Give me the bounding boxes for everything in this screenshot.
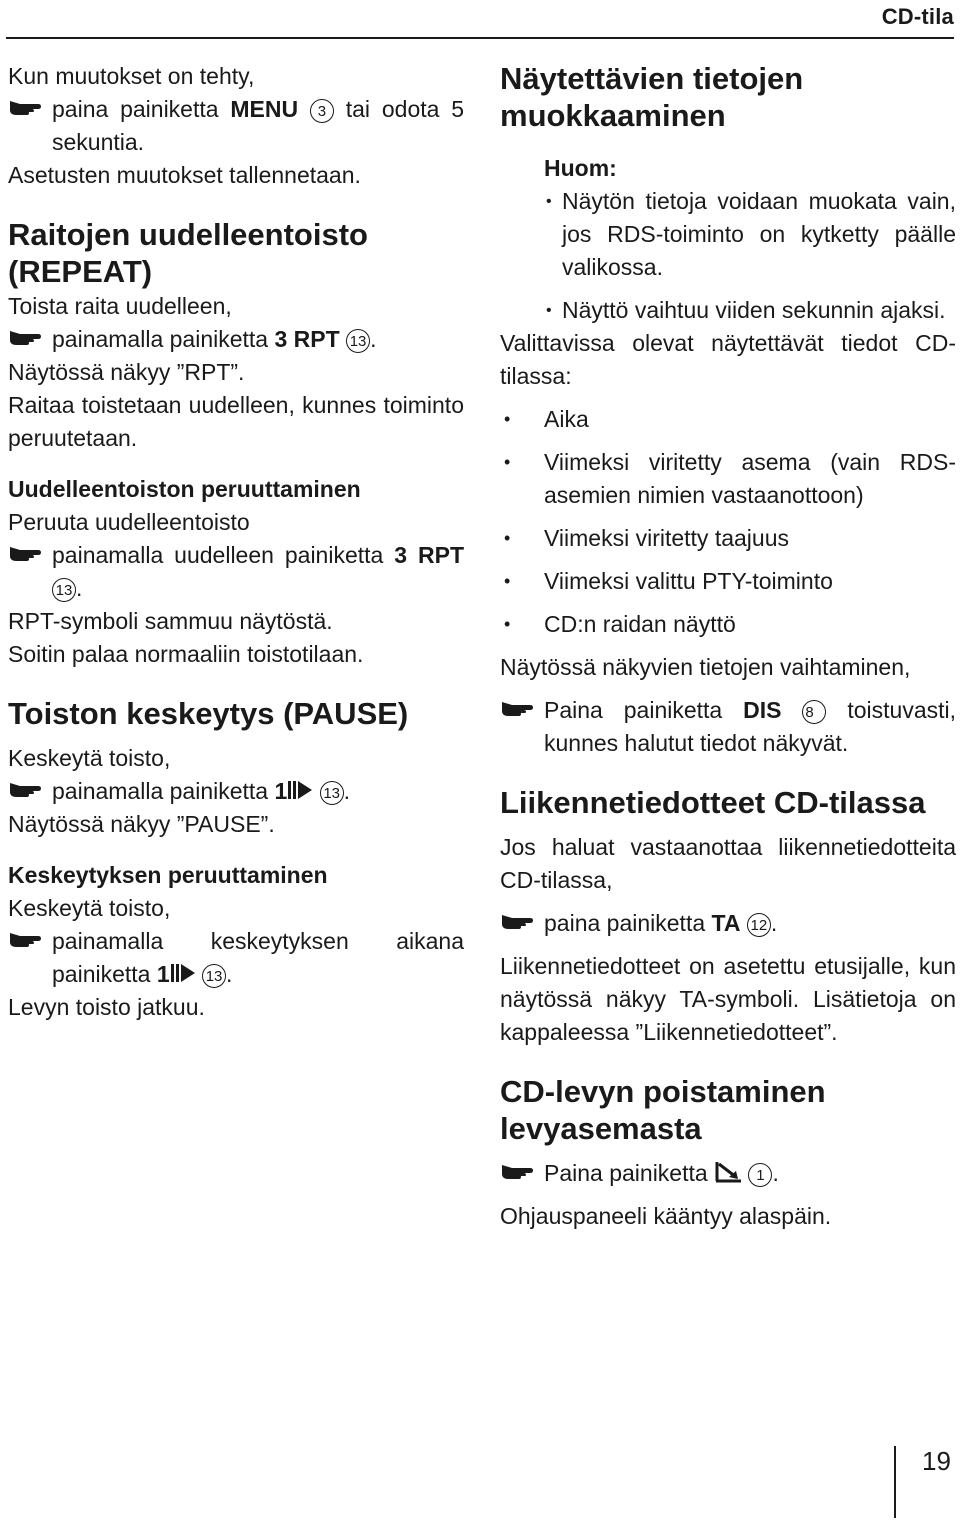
play-pause-icon (170, 962, 196, 984)
button-name: 1 (156, 961, 170, 987)
instruction-step: paina painiketta MENU 3 tai odota 5 sekuntia. (8, 93, 464, 159)
callout-number: 3 (310, 99, 334, 123)
note-item: • Näytön tietoja voidaan muokata vain, jos RDS-toiminto on kytketty päälle valikossa. (544, 185, 956, 284)
right-column (500, 60, 956, 1233)
section-heading: Raitojen uudelleentoisto (REPEAT) (8, 217, 368, 289)
paragraph: Näytössä näkyvien tietojen vaihtaminen, (500, 654, 911, 680)
list-item: • Viimeksi viritetty asema (vain RDS-asemien nimien vastaanottoon) (500, 446, 956, 512)
paragraph: Kun muutokset on tehty, (8, 63, 255, 89)
list-item: • Aika (500, 403, 956, 436)
section-heading: CD-levyn poistaminen levyasemasta (500, 1074, 826, 1146)
left-column (8, 60, 464, 1024)
paragraph: Soitin palaa normaaliin toistotilaan. (8, 641, 364, 667)
page-number: 19 (922, 1446, 951, 1476)
callout-number: 13 (346, 329, 370, 353)
pointing-hand-icon (8, 777, 42, 801)
paragraph: Levyn toisto jatkuu. (8, 994, 205, 1020)
subsection-heading: Uudelleentoiston peruuttaminen (8, 476, 361, 502)
play-pause-icon (287, 779, 313, 801)
page-header-title: CD-tila (881, 4, 954, 29)
paragraph: Keskeytä toisto, (8, 745, 171, 771)
button-name: 3 RPT (394, 542, 464, 568)
subsection-heading: Keskeytyksen peruuttaminen (8, 862, 328, 888)
flip-panel-icon (714, 1160, 742, 1184)
pointing-hand-icon (8, 95, 42, 119)
paragraph: Näytössä näkyy ”PAUSE”. (8, 811, 275, 837)
instruction-step: painamalla painiketta 1 13 . (8, 775, 464, 808)
paragraph: Jos haluat vastaanottaa liikennetiedotteita CD-tilassa, (500, 834, 956, 893)
paragraph: RPT-symboli sammuu näytöstä. (8, 608, 333, 634)
pointing-hand-icon (8, 927, 42, 951)
note-item: • Näyttö vaihtuu viiden sekunnin ajaksi. (544, 294, 956, 327)
paragraph: Näytössä näkyy ”RPT”. (8, 359, 245, 385)
instruction-step: Paina painiketta 1 . (500, 1157, 956, 1190)
pointing-hand-icon (500, 909, 534, 933)
paragraph: Toista raita uudelleen, (8, 293, 232, 319)
paragraph: Peruuta uudelleentoisto (8, 509, 250, 535)
instruction-step: painamalla keskeytyksen aikana painiketta 1 13 . (8, 925, 464, 991)
callout-number: 1 (748, 1163, 772, 1187)
pointing-hand-icon (500, 1159, 534, 1183)
callout-number: 13 (320, 781, 344, 805)
paragraph: Keskeytä toisto, (8, 895, 171, 921)
note-box (544, 152, 956, 327)
pointing-hand-icon (8, 325, 42, 349)
paragraph: Liikennetiedotteet on asetettu etusijalle, kun näytössä näkyy TA-symboli. Lisätietoja on kappaleessa ”Liikennetiedotteet”. (500, 953, 956, 1045)
section-heading: Toiston keskeytys (PAUSE) (8, 696, 409, 731)
section-heading: Näytettävien tietojen muokkaaminen (500, 61, 804, 133)
list-item: • CD:n raidan näyttö (500, 608, 956, 641)
paragraph: Valittavissa olevat näytettävät tiedot CD-tilassa: (500, 330, 956, 389)
instruction-step: Paina painiketta DIS 8 toistuvasti, kunnes halutut tiedot näkyvät. (500, 694, 956, 760)
callout-number: 13 (52, 578, 76, 602)
pointing-hand-icon (8, 541, 42, 565)
instruction-step: painamalla uudelleen painiketta 3 RPT 13 . (8, 539, 464, 605)
button-name: TA (711, 910, 741, 936)
list-item: • Viimeksi viritetty taajuus (500, 522, 956, 555)
header-rule (6, 37, 954, 39)
list-item: • Viimeksi valittu PTY-toiminto (500, 565, 956, 598)
footer-rule (894, 1446, 896, 1518)
button-name: 1 (274, 778, 288, 804)
callout-number: 13 (202, 964, 226, 988)
paragraph: Asetusten muutokset tallennetaan. (8, 162, 361, 188)
button-name: DIS (743, 697, 782, 723)
section-heading: Liikennetiedotteet CD-tilassa (500, 785, 926, 820)
button-name: 3 RPT (274, 326, 340, 352)
paragraph: Ohjauspaneeli kääntyy alaspäin. (500, 1203, 832, 1229)
instruction-step: paina painiketta TA 12 . (500, 907, 956, 940)
callout-number: 12 (747, 913, 771, 937)
instruction-step: painamalla painiketta 3 RPT 13 . (8, 323, 464, 356)
note-title: Huom: (544, 155, 617, 181)
pointing-hand-icon (500, 696, 534, 720)
button-name: MENU (230, 96, 299, 122)
callout-number: 8 (802, 700, 826, 724)
paragraph: Raitaa toistetaan uudelleen, kunnes toiminto peruutetaan. (8, 392, 464, 451)
